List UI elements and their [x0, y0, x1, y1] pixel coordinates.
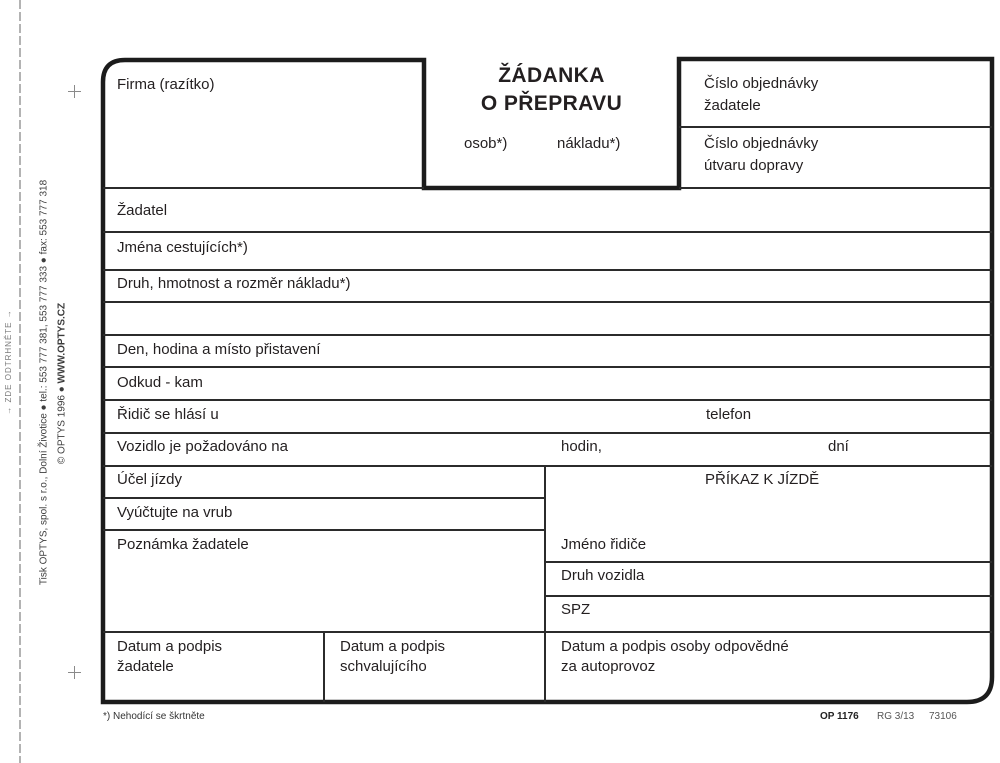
page-title-line2: O PŘEPRAVU — [480, 92, 623, 115]
field-requester[interactable] — [105, 189, 990, 231]
page-title-line1: ŽÁDANKA — [498, 64, 605, 87]
route-label: Odkud - kam — [117, 374, 203, 391]
field-signature-requester[interactable] — [105, 633, 323, 700]
plus-icon — [68, 666, 81, 679]
tear-off-label: ZDE ODTRHNĚTE — [4, 321, 13, 403]
label-line: Datum a podpis — [340, 638, 446, 655]
field-signature-approver[interactable] — [325, 633, 544, 700]
label-line: Datum a podpis osoby odpovědné — [561, 638, 789, 655]
order-number-requester-label — [704, 73, 818, 117]
drive-order-heading: PŘÍKAZ K JÍZDĚ — [705, 471, 820, 488]
plate-label: SPZ — [561, 601, 591, 618]
label-line: žadatele — [117, 658, 174, 675]
field-vehicle-type[interactable] — [547, 563, 990, 595]
label-line: za autoprovoz — [561, 658, 656, 675]
bill-to-label: Vyúčtujte na vrub — [117, 504, 233, 521]
label-line: Číslo objednávky — [704, 135, 819, 152]
purpose-label: Účel jízdy — [117, 471, 183, 488]
label-line: Číslo objednávky — [704, 75, 819, 92]
requester-label: Žadatel — [117, 202, 168, 219]
signature-requester-label — [117, 637, 222, 677]
form-number: 73106 — [929, 711, 957, 722]
signature-fleet-manager-label — [561, 637, 789, 677]
document-title-block — [426, 60, 677, 186]
field-purpose[interactable] — [105, 467, 544, 497]
arrow-right-icon — [4, 309, 13, 318]
copyright-line — [56, 284, 69, 484]
form-code: OP 1176 — [820, 711, 859, 722]
field-passenger-names[interactable] — [105, 233, 990, 269]
printer-info: Tisk OPTYS, spol. s r.o., Dolní Životice ● tel.: 553 777 381, 553 777 333 ● fax: 553 777 318 — [38, 179, 50, 586]
requester-note-label: Poznámka žadatele — [117, 536, 249, 553]
vehicle-type-label: Druh vozidla — [561, 567, 645, 584]
field-order-number-requester[interactable] — [681, 61, 990, 126]
tear-off-instruction — [3, 292, 15, 432]
field-signature-fleet-manager[interactable] — [547, 633, 967, 700]
order-number-transport-label — [704, 133, 818, 177]
signature-approver-label — [340, 637, 445, 677]
passenger-names-label: Jména cestujících*) — [117, 239, 248, 256]
label-line: útvaru dopravy — [704, 157, 804, 174]
driver-name-label: Jméno řidiče — [561, 536, 647, 553]
website-link: WWW.OPTYS.CZ — [56, 302, 68, 384]
field-plate[interactable] — [547, 597, 990, 631]
field-company-stamp[interactable] — [105, 62, 422, 187]
driver-reports-to-label: Řidič se hlásí u — [117, 406, 219, 423]
hours-label: hodin, — [561, 438, 602, 455]
field-cargo-continued[interactable] — [105, 303, 990, 334]
label-line: Datum a podpis — [117, 638, 223, 655]
label-line: žadatele — [704, 97, 761, 114]
option-persons[interactable]: osob*) — [464, 135, 508, 152]
form-revision: RG 3/13 — [877, 711, 915, 722]
field-pickup[interactable] — [105, 336, 990, 366]
field-route[interactable] — [105, 368, 990, 399]
arrow-right-icon — [4, 406, 13, 415]
option-cargo[interactable]: nákladu*) — [557, 135, 621, 152]
field-driver-name[interactable] — [547, 467, 990, 561]
plus-icon — [68, 85, 81, 98]
copyright: © OPTYS 1996 ● — [56, 386, 68, 465]
field-requester-note[interactable] — [105, 531, 544, 631]
pickup-label: Den, hodina a místo přistavení — [117, 341, 321, 358]
footnote: *) Nehodící se škrtněte — [103, 711, 205, 722]
phone-label: telefon — [706, 406, 752, 423]
field-order-number-transport[interactable] — [681, 128, 990, 187]
company-stamp-label: Firma (razítko) — [117, 76, 215, 93]
cargo-label: Druh, hmotnost a rozměr nákladu*) — [117, 275, 351, 292]
field-bill-to[interactable] — [105, 499, 544, 529]
field-vehicle-required[interactable] — [105, 434, 990, 465]
label-line: schvalujícího — [340, 658, 427, 675]
days-label: dní — [828, 438, 849, 455]
field-cargo[interactable] — [105, 271, 990, 301]
field-driver-reports-to[interactable] — [105, 401, 990, 432]
vehicle-required-label: Vozidlo je požadováno na — [117, 438, 288, 455]
